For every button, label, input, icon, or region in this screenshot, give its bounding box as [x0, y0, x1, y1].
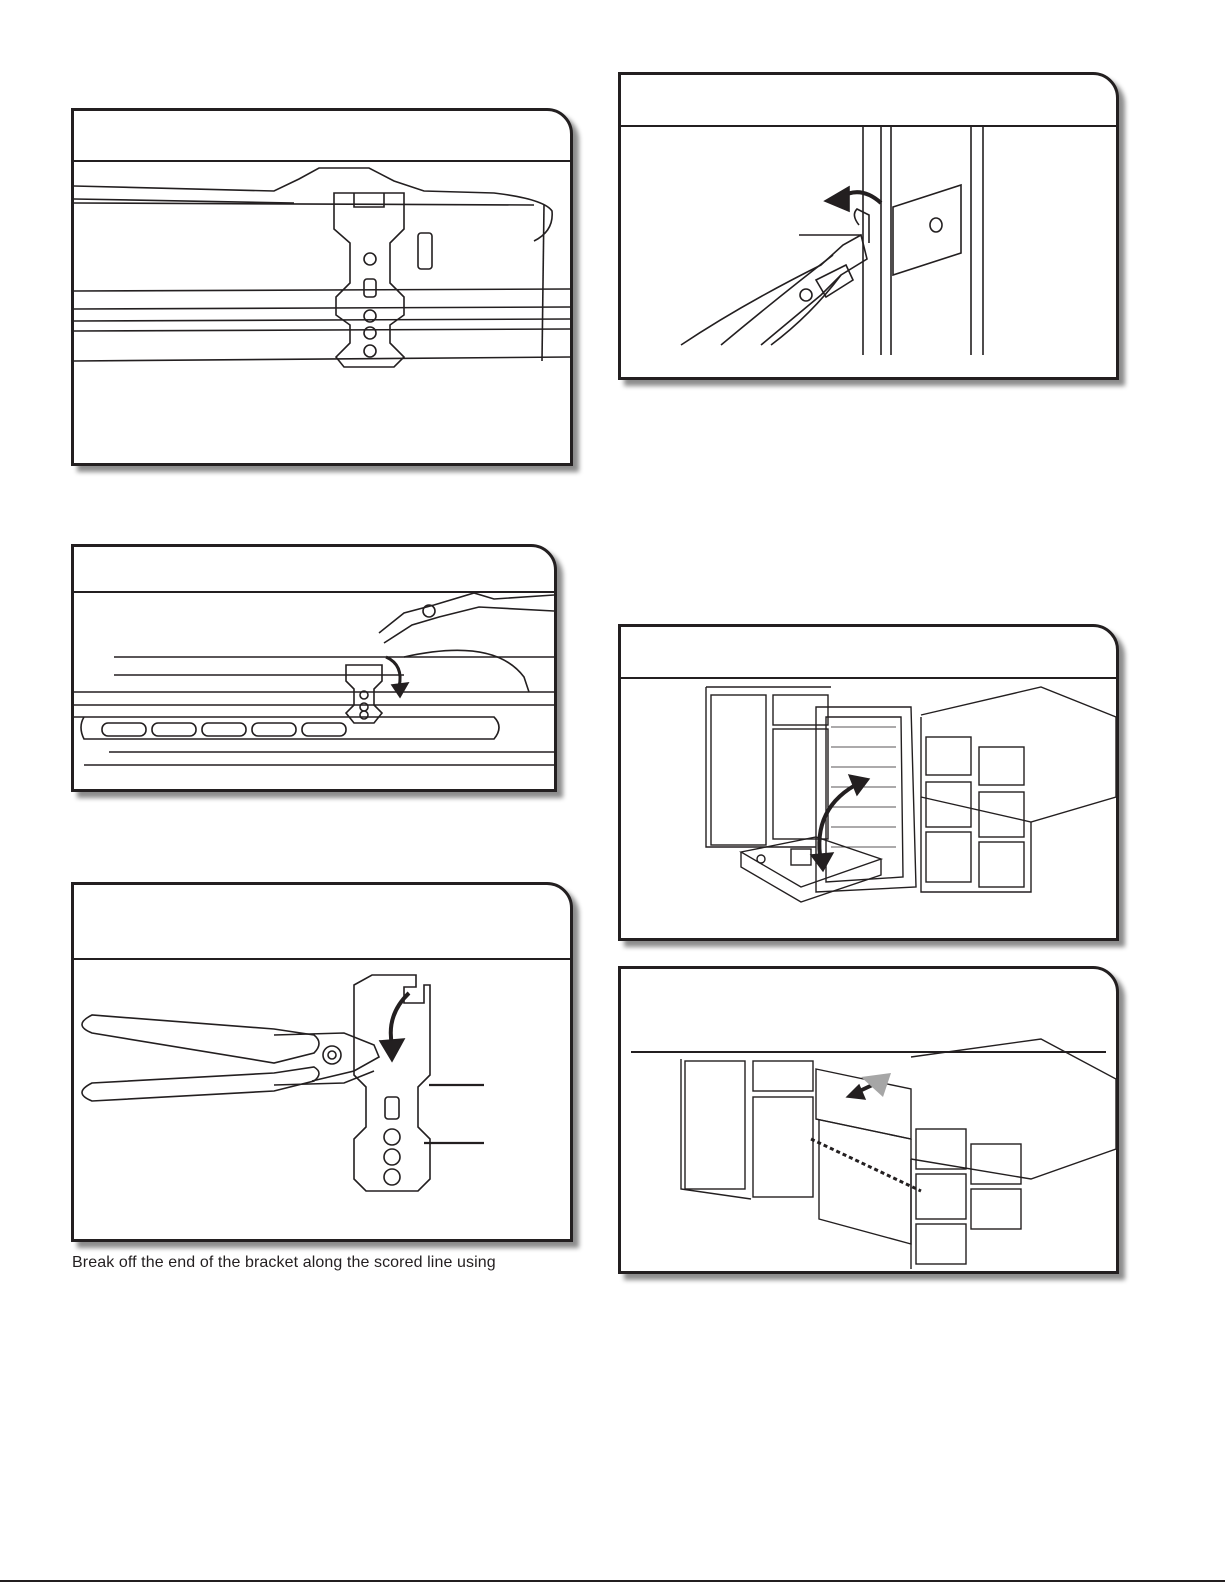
- figure-bracket-on-rail: [71, 108, 573, 466]
- figure-bracket-break: [71, 882, 573, 1242]
- dishwasher-slide-icon: [621, 969, 1116, 1271]
- figure-caption: Break off the end of the bracket along the scored line using: [72, 1254, 496, 1271]
- mounting-bracket-icon: [74, 111, 570, 463]
- figure-side-bracket-bend: [618, 72, 1119, 380]
- figure-bracket-bending: [71, 544, 557, 792]
- figure-dishwasher-door-open: [618, 624, 1119, 941]
- pliers-bend-icon: [74, 547, 554, 789]
- figure-dishwasher-slide-in: [618, 966, 1119, 1274]
- page-bottom-rule: [0, 1580, 1225, 1582]
- dishwasher-open-icon: [621, 627, 1116, 938]
- pliers-break-icon: [74, 885, 570, 1239]
- side-bracket-pliers-icon: [621, 75, 1116, 377]
